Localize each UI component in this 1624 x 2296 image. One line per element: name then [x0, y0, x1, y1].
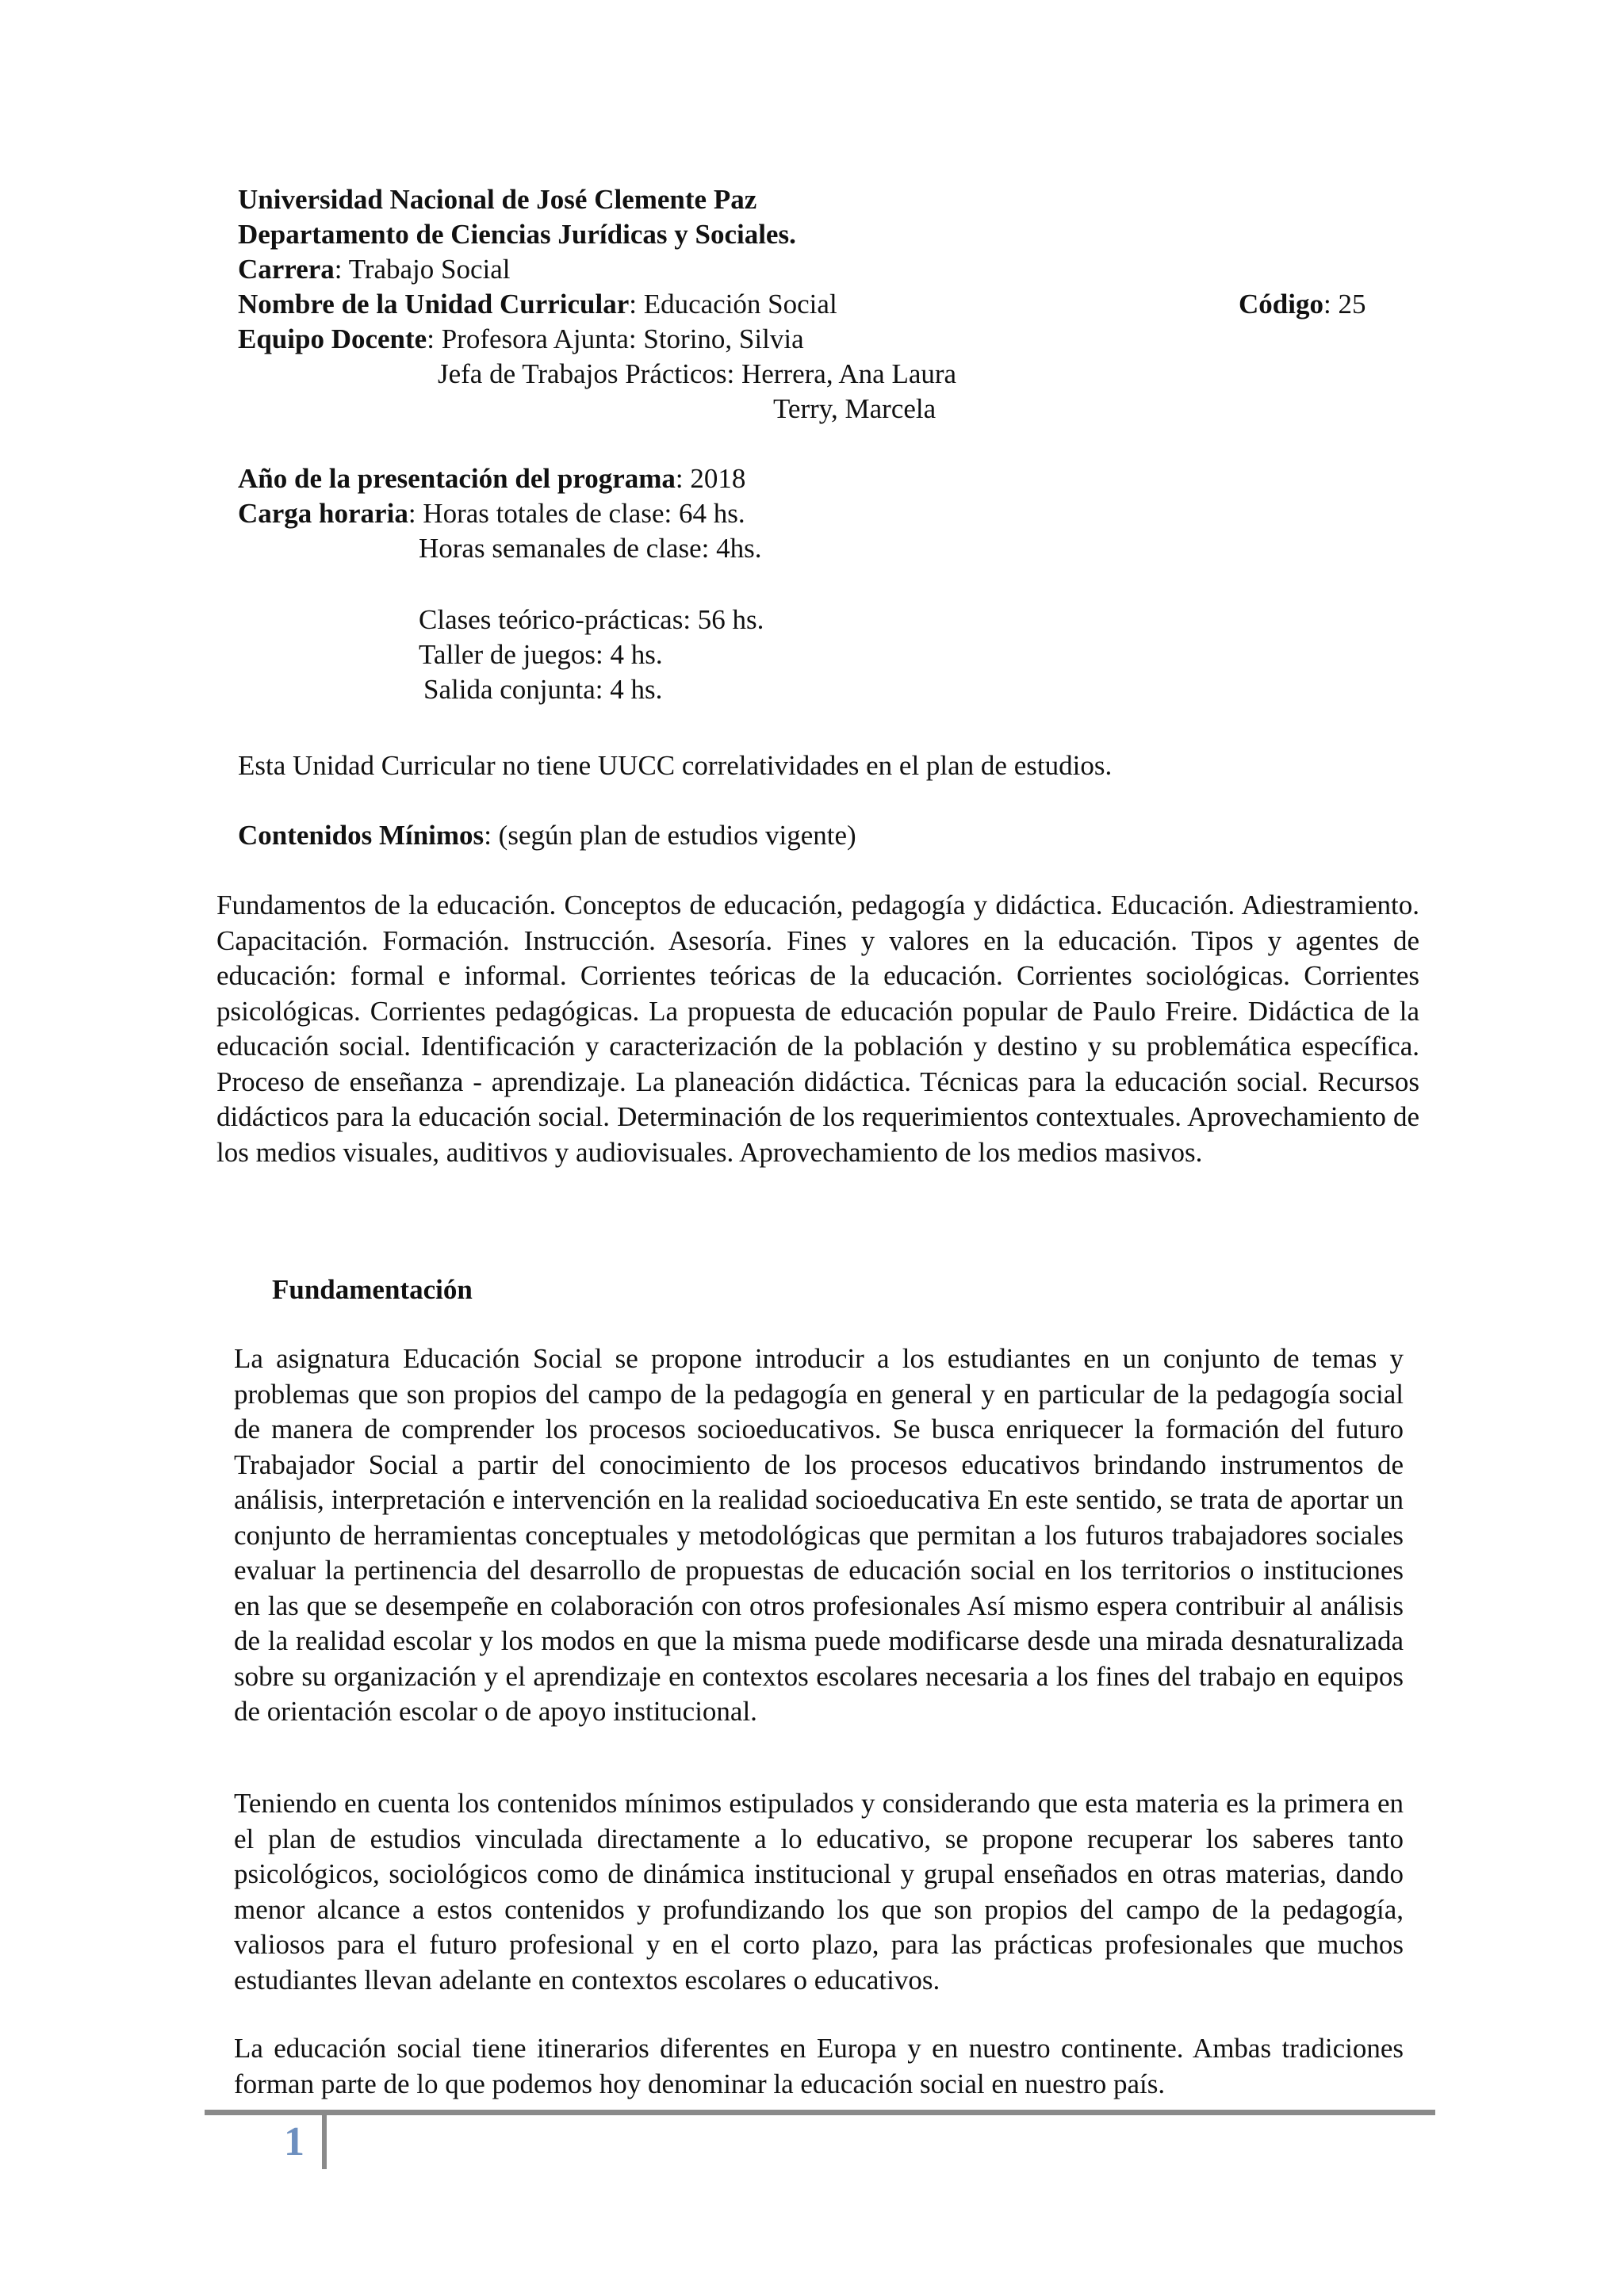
unit-value: : Educación Social [629, 289, 837, 320]
career-value: : Trabajo Social [334, 254, 511, 285]
section-heading: Fundamentación [272, 1274, 473, 1305]
hours-label: Carga horaria [238, 498, 408, 529]
team-label: Equipo Docente [238, 323, 427, 354]
year-value: : 2018 [675, 463, 746, 494]
contents-note: : (según plan de estudios vigente) [484, 820, 856, 851]
classes-hours: Clases teórico-prácticas: 56 hs. [419, 604, 764, 635]
team-value: : Profesora Ajunta: Storino, Silvia [427, 323, 804, 354]
code-label: Código [1239, 289, 1323, 320]
year-label: Año de la presentación del programa [238, 463, 676, 494]
unit-line [238, 287, 837, 322]
fundamentacion-paragraph-3: La educación social tiene itinerarios diferentes en Europa y en nuestro continente. Ambas tradiciones forman parte de lo que podemos hoy denominar la educación social en nuestro país. [234, 2033, 1404, 2099]
contents-line [238, 818, 856, 853]
year-line [238, 461, 745, 496]
career-label: Carrera [238, 254, 335, 285]
hours-weekly: Horas semanales de clase: 4hs. [419, 533, 762, 564]
career-line [238, 252, 510, 287]
tp-line: Jefa de Trabajos Prácticos: Herrera, Ana Laura [438, 358, 957, 389]
correlatives-note: Esta Unidad Curricular no tiene UUCC correlatividades en el plan de estudios. [238, 750, 1113, 781]
code-line [1239, 287, 1365, 322]
workshop-hours: Taller de juegos: 4 hs. [419, 639, 663, 670]
footer-divider [205, 2110, 1435, 2115]
page-number: 1 [284, 2119, 304, 2164]
hours-total: : Horas totales de clase: 64 hs. [408, 498, 745, 529]
tp-line-2: Terry, Marcela [773, 393, 936, 424]
unit-label: Nombre de la Unidad Curricular [238, 289, 630, 320]
footer-vertical-divider [322, 2112, 327, 2169]
team-line [238, 322, 804, 357]
hours-line [238, 496, 745, 531]
fundamentacion-paragraph-1: La asignatura Educación Social se propone introducir a los estudiantes en un conjunto de temas y problemas que son propios del campo de la pedagogía en general y en particular de la pedagogía social de manera de comprender los procesos socioeducativos. Se busca enriquecer la formación del futuro Trabajador Social a partir del conocimiento de los procesos educativos brindando instrumentos de análisis, interpretación e intervención en la realidad socioeducativa En este sentido, se trata de aportar un conjunto de herramientas conceptuales y metodológicas que permitan a los futuros trabajadores sociales evaluar la pertinencia del desarrollo de propuestas de educación social en los territorios o instituciones en las que se desempeñe en colaboración con otros profesionales Así mismo espera contribuir al análisis de la realidad escolar y los modos en que la misma puede modificarse desde una mirada desnaturalizada sobre su organización y el aprendizaje en contextos escolares necesaria a los fines del trabajo en equipos de orientación escolar o de apoyo institucional. [234, 1343, 1404, 1727]
contents-label: Contenidos Mínimos [238, 820, 485, 851]
department-name: Departamento de Ciencias Jurídicas y Sociales. [238, 219, 796, 250]
outing-hours: Salida conjunta: 4 hs. [423, 674, 663, 705]
contents-paragraph: Fundamentos de la educación. Conceptos de educación, pedagogía y didáctica. Educación. Adiestramiento. Capacitación. Formación. Instrucción. Asesoría. Fines y valores en la educación. Tipos y agentes de educación: formal e informal. Corrientes teóricas de la educación. Corrientes sociológicas. Corrientes psicológicas. Corrientes pedagógicas. La propuesta de educación popular de Paulo Freire. Didáctica de la educación social. Identificación y caracterización de la población y destino y su problemática específica. Proceso de enseñanza - aprendizaje. La planeación didáctica. Técnicas para la educación social. Recursos didácticos para la educación social. Determinación de los requerimientos contextuales. Aprovechamiento de los medios visuales, auditivos y audiovisuales. Aprovechamiento de los medios masivos. [216, 890, 1419, 1168]
university-name: Universidad Nacional de José Clemente Paz [238, 184, 757, 215]
code-value: : 25 [1323, 289, 1366, 320]
fundamentacion-paragraph-2: Teniendo en cuenta los contenidos mínimos estipulados y considerando que esta materia es la primera en el plan de estudios vinculada directamente a lo educativo, se propone recuperar los saberes tanto psicológicos, sociológicos como de dinámica institucional y grupal enseñados en otras materias, dando menor alcance a estos contenidos y profundizando los que son propios del campo de la pedagogía, valiosos para el futuro profesional y en el corto plazo, para las prácticas profesionales que muchos estudiantes llevan adelante en contextos escolares o educativos. [234, 1788, 1404, 1996]
